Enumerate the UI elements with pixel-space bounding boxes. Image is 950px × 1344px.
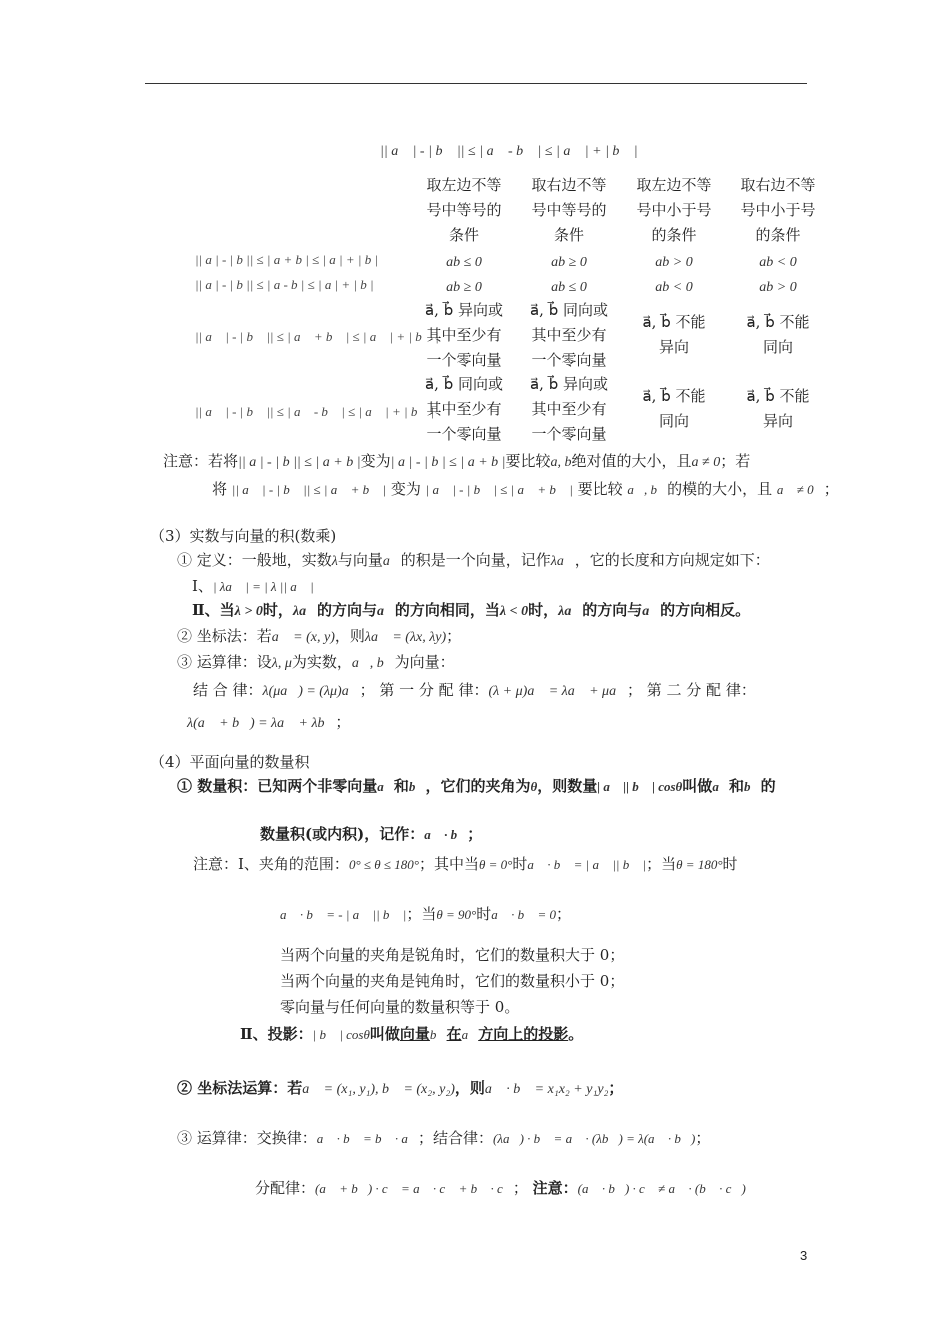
sec3-rule-ii xyxy=(192,600,750,622)
formula: a⃗ · b⃗ xyxy=(424,827,468,842)
formula: (a⃗ · b⃗) · c⃗ ≠ a⃗ · (b⃗ · c⃗) xyxy=(577,1181,746,1196)
table-cell: 同向 xyxy=(762,338,793,356)
text: ，它的长度和方向规定如下： xyxy=(574,551,770,569)
text: ，则 xyxy=(334,627,365,645)
formula: θ = 90° xyxy=(436,907,477,922)
note1-text: 变为 xyxy=(390,480,421,498)
formula: λ < 0 xyxy=(499,604,529,619)
note1-text: 绝对值的大小，且 xyxy=(571,452,692,470)
text: 时 xyxy=(722,855,738,873)
note1-formula: || a⃗ | - | b⃗ || ≤ | a⃗ + b⃗ | xyxy=(231,482,387,497)
sec4-definition-2 xyxy=(260,824,482,845)
formula: a⃗ xyxy=(377,779,394,794)
text: ； xyxy=(335,713,351,731)
formula: a⃗ xyxy=(712,779,729,794)
table-header-cell: 号中等号的 xyxy=(426,201,502,219)
text: ① 定义：一般地，实数 xyxy=(177,551,332,569)
sec3-rule-i xyxy=(192,576,314,597)
note1-text: 注意：若将 xyxy=(163,452,239,470)
table-row-formula: || a | - | b || ≤ | a - b | ≤ | a | + | b | xyxy=(195,277,374,292)
table-header-cell: 取左边不等 xyxy=(426,176,502,194)
section4-title: （4）平面向量的数量积 xyxy=(150,753,310,771)
text: 时， xyxy=(262,601,293,619)
sec4-definition xyxy=(177,776,776,797)
text: 的积是一个向量，记作 xyxy=(400,551,551,569)
text: Ⅰ、 xyxy=(192,577,213,595)
sec3-laws xyxy=(177,652,455,674)
table-cell: ab > 0 xyxy=(759,280,797,295)
sec4-note-angle-2 xyxy=(280,904,571,925)
page-number: 3 xyxy=(800,1248,808,1263)
text: 时 xyxy=(476,905,492,923)
sec3-coordinate xyxy=(177,626,461,648)
table-cell: ab ≥ 0 xyxy=(551,255,587,270)
table-header-cell: 条件 xyxy=(553,226,584,244)
formula: θ xyxy=(530,779,538,794)
text: ，则数量 xyxy=(537,777,598,795)
table-cell: 其中至少有 xyxy=(531,326,607,344)
formula: λ, μ xyxy=(271,656,292,671)
table-cell: ab ≥ 0 xyxy=(446,280,482,295)
formula: λ > 0 xyxy=(234,604,263,619)
text: ； 第 一 分 配 律： xyxy=(359,681,489,699)
table-header-cell: 号中小于号 xyxy=(636,201,712,219)
text: ； xyxy=(512,1179,528,1197)
text: 的方向相同，当 xyxy=(394,601,500,619)
note1-text: ；若 xyxy=(720,452,751,470)
formula: a⃗ · b⃗ = | a⃗ || b⃗ | xyxy=(527,857,647,872)
table-cell: ab > 0 xyxy=(655,255,693,270)
sec4-projection xyxy=(240,1024,583,1045)
table-cell: 一个零向量 xyxy=(531,425,607,443)
text: ③ 运算律：设 xyxy=(177,653,272,671)
note1-formula: a⃗ ≠ 0⃗ xyxy=(776,482,824,497)
sec4-laws xyxy=(177,1128,710,1149)
formula: a⃗ xyxy=(642,604,661,619)
sec3-dist2 xyxy=(187,712,350,734)
top-formula: || a⃗ | - | b⃗ || ≤ | a⃗ - b⃗ | ≤ | a⃗ | + | b⃗ | xyxy=(380,144,638,159)
table-cell: 一个零向量 xyxy=(531,351,607,369)
note1-line2 xyxy=(212,479,839,500)
sec3-law-line xyxy=(193,680,756,702)
text: Ⅱ、当 xyxy=(192,601,235,619)
text: ；结合律： xyxy=(418,1129,494,1147)
note1-formula: a, b xyxy=(550,455,572,470)
text: ； xyxy=(695,1129,711,1147)
table-cell: a⃗, b⃗ 同向或 xyxy=(529,301,609,319)
text: ；当 xyxy=(406,905,437,923)
formula: b⃗ xyxy=(743,779,761,794)
note1-formula: || a | - | b || ≤ | a + b | xyxy=(238,455,361,470)
table-header-cell: 取左边不等 xyxy=(636,176,712,194)
formula: a⃗ xyxy=(461,1027,479,1042)
text: 在 xyxy=(446,1025,462,1043)
table-row-formula: || a⃗ | - | b⃗ || ≤ | a⃗ + b⃗ | ≤ | a⃗ | + | b⃗ | xyxy=(195,329,439,344)
text: 叫做 xyxy=(369,1025,400,1043)
table-cell: ab < 0 xyxy=(759,255,797,270)
table-header-cell: 条件 xyxy=(448,226,479,244)
text: 的 xyxy=(760,777,776,795)
formula: (a⃗ + b⃗) · c⃗ = a⃗ · c⃗ + b⃗ · c⃗ xyxy=(315,1181,513,1196)
sec4-acute: 当两个向量的夹角是锐角时，它们的数量积大于 0； xyxy=(280,946,625,964)
table-header-cell: 取右边不等 xyxy=(740,176,816,194)
sec4-zero: 零向量与任何向量的数量积等于 0。 xyxy=(280,998,520,1016)
table-header-cell: 取右边不等 xyxy=(531,176,607,194)
table-cell: 其中至少有 xyxy=(531,400,607,418)
formula: λa⃗ xyxy=(550,554,575,569)
table-cell: 一个零向量 xyxy=(426,351,502,369)
note1-text: 要比较 xyxy=(505,452,551,470)
formula: λ(a⃗ + b⃗) = λa⃗ + λb⃗ xyxy=(187,716,336,731)
text: 的方向相反。 xyxy=(660,601,751,619)
sec4-distributive xyxy=(255,1178,746,1199)
formula: λa⃗ xyxy=(292,604,317,619)
formula: a⃗ xyxy=(377,604,395,619)
table-cell: ab ≤ 0 xyxy=(446,255,482,270)
table-header-cell: 号中小于号 xyxy=(740,201,816,219)
formula: b⃗ xyxy=(408,779,426,794)
table-cell: ab ≤ 0 xyxy=(551,280,587,295)
formula: a⃗ · b⃗ = x₁x₂ + y₁y₂ xyxy=(484,1082,609,1097)
text: ； xyxy=(555,905,571,923)
sec4-coordinate xyxy=(177,1078,623,1100)
text: ； xyxy=(608,1079,624,1097)
note1-text: 的模的大小，且 xyxy=(667,480,773,498)
text: 叫做 xyxy=(682,777,713,795)
text: 和 xyxy=(393,777,409,795)
formula: a⃗ · b⃗ = 0 xyxy=(491,907,556,922)
text: 为向量： xyxy=(394,653,455,671)
text: 分配律： xyxy=(255,1179,316,1197)
formula: 0° ≤ θ ≤ 180° xyxy=(348,857,419,872)
text: 时 xyxy=(512,855,528,873)
table-header-cell: 的条件 xyxy=(651,226,697,244)
text: 向量 xyxy=(399,1025,430,1043)
text: ；其中当 xyxy=(419,855,480,873)
formula: λa⃗ = (λx, λy) xyxy=(364,630,447,645)
sec4-obtuse: 当两个向量的夹角是钝角时，它们的数量积小于 0； xyxy=(280,972,625,990)
note1-text: ； xyxy=(823,480,839,498)
table-row-formula: || a | - | b || ≤ | a + b | ≤ | a | + | b | xyxy=(195,252,379,267)
formula: λ(μa⃗) = (λμ)a⃗ xyxy=(262,684,360,699)
formula: a⃗ = (x₁, y₁), b⃗ = (x₂, y₂) xyxy=(302,1082,455,1097)
text: 注意：Ⅰ、夹角的范围： xyxy=(193,855,349,873)
text: ② 坐标法：若 xyxy=(177,627,272,645)
text: ； 第 二 分 配 律： xyxy=(626,681,756,699)
text: ； xyxy=(446,627,462,645)
formula: | λa⃗ | = | λ || a⃗ | xyxy=(212,579,314,594)
text: 。 xyxy=(568,1025,584,1043)
text: Ⅱ、投影： xyxy=(240,1025,313,1043)
text: 的方向与 xyxy=(582,601,643,619)
table-cell: 其中至少有 xyxy=(426,400,502,418)
formula: | b⃗ | cosθ xyxy=(312,1027,370,1042)
table-cell: a⃗, b⃗ 不能 xyxy=(746,313,810,331)
note1-formula: | a | - | b | ≤ | a + b | xyxy=(390,455,506,470)
sec3-definition xyxy=(177,550,770,572)
formula: | a⃗ || b⃗ | cosθ xyxy=(597,779,683,794)
table-cell: a⃗, b⃗ 不能 xyxy=(642,313,706,331)
table-cell: a⃗, b⃗ 不能 xyxy=(642,387,706,405)
note1-line1 xyxy=(163,451,750,473)
text: ，则 xyxy=(454,1079,485,1097)
formula: a⃗ · b⃗ = - | a⃗ || b⃗ | xyxy=(280,907,407,922)
text: ； xyxy=(467,825,483,843)
table-cell: a⃗, b⃗ 不能 xyxy=(746,387,810,405)
text: ② 坐标法运算：若 xyxy=(177,1079,303,1097)
text: 数量积(或内积)，记作： xyxy=(260,825,425,843)
note1-formula: | a⃗ | - | b⃗ | ≤ | a⃗ + b⃗ | xyxy=(425,482,573,497)
table-cell: a⃗, b⃗ 异向或 xyxy=(424,301,504,319)
note1-formula: a⃗, b⃗ xyxy=(627,482,668,497)
note1-formula: a ≠ 0 xyxy=(691,455,721,470)
text: 和 xyxy=(728,777,744,795)
table-cell: a⃗, b⃗ 异向或 xyxy=(529,375,609,393)
text: 的方向与 xyxy=(316,601,377,619)
formula: b⃗ xyxy=(429,1027,447,1042)
table-cell: 一个零向量 xyxy=(426,425,502,443)
formula: λa⃗ xyxy=(558,604,583,619)
table-cell: ab < 0 xyxy=(655,280,693,295)
formula: (λ + μ)a⃗ = λa⃗ + μa⃗ xyxy=(488,684,627,699)
sec4-note-angle xyxy=(193,854,738,875)
text: 为实数， xyxy=(291,653,352,671)
formula: a⃗ = (x, y) xyxy=(271,630,335,645)
text: 结 合 律： xyxy=(193,681,263,699)
formula: a⃗ · b⃗ = b⃗ · a⃗ xyxy=(316,1131,419,1146)
table-cell: 其中至少有 xyxy=(426,326,502,344)
text: ① 数量积：已知两个非零向量 xyxy=(177,777,378,795)
text: 与向量 xyxy=(337,551,383,569)
note1-text: 要比较 xyxy=(577,480,623,498)
header-rule xyxy=(145,83,807,84)
note1-text: 将 xyxy=(212,480,228,498)
formula: θ = 0° xyxy=(479,857,513,872)
table-cell: 同向 xyxy=(658,412,689,430)
section3-title: （3）实数与向量的积(数乘) xyxy=(150,527,337,545)
table-header-cell: 号中等号的 xyxy=(531,201,607,219)
text: ，它们的夹角为 xyxy=(425,777,531,795)
table-cell: 异向 xyxy=(658,338,689,356)
formula: θ = 180° xyxy=(676,857,723,872)
text: ③ 运算律：交换律： xyxy=(177,1129,317,1147)
table-cell: 异向 xyxy=(762,412,793,430)
text: 注意： xyxy=(532,1179,578,1197)
formula: a⃗ xyxy=(382,554,401,569)
text: 时， xyxy=(528,601,559,619)
text: ；当 xyxy=(646,855,677,873)
note1-text: 变为 xyxy=(360,452,391,470)
formula: a⃗, b⃗ xyxy=(351,656,395,671)
text: 方向上的投影 xyxy=(478,1025,569,1043)
table-header-cell: 的条件 xyxy=(755,226,801,244)
table-row-formula: || a⃗ | - | b⃗ || ≤ | a⃗ - b⃗ | ≤ | a⃗ | + | b⃗ | xyxy=(195,404,435,419)
formula: λ xyxy=(331,554,338,569)
formula: (λa⃗) · b⃗ = a⃗ · (λb⃗) = λ(a⃗ · b⃗) xyxy=(493,1131,696,1146)
table-cell: a⃗, b⃗ 同向或 xyxy=(424,375,504,393)
